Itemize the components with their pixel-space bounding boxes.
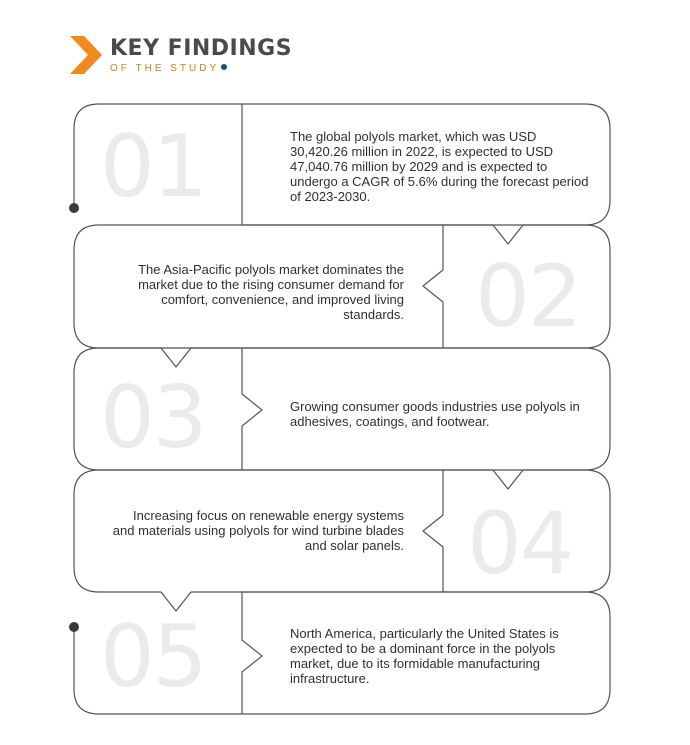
- finding-4-text: Increasing focus on renewable energy systems and materials using polyols for wind turbine blades and solar panels.: [112, 508, 404, 553]
- finding-1-number: 01: [100, 117, 206, 217]
- timeline-start-dot: [69, 203, 79, 213]
- finding-1-text: The global polyols market, which was USD 30,420.26 million in 2022, is expected to USD 47,040.76 million by 2029 and is expected to undergo a CAGR of 5.6% during the forecast period of 2023-2030.: [290, 129, 589, 204]
- finding-2-text: The Asia-Pacific polyols market dominates the market due to the rising consumer demand for comfort, convenience, and improved living standards.: [138, 262, 404, 322]
- finding-3-text: Growing consumer goods industries use polyols in adhesives, coatings, and footwear.: [290, 399, 580, 429]
- page-title: KEY FINDINGS: [110, 36, 293, 61]
- finding-3-number: 03: [100, 368, 206, 468]
- finding-5-text: North America, particularly the United States is expected to be a dominant force in the polyols market, due to its formidable manufacturing infrastructure.: [290, 626, 559, 686]
- timeline-dot-5: [69, 622, 79, 632]
- page-subtitle: OF THE STUDY: [110, 63, 227, 75]
- finding-5-number: 05: [100, 607, 206, 707]
- finding-4-number: 04: [467, 494, 573, 594]
- finding-2-number: 02: [475, 247, 581, 347]
